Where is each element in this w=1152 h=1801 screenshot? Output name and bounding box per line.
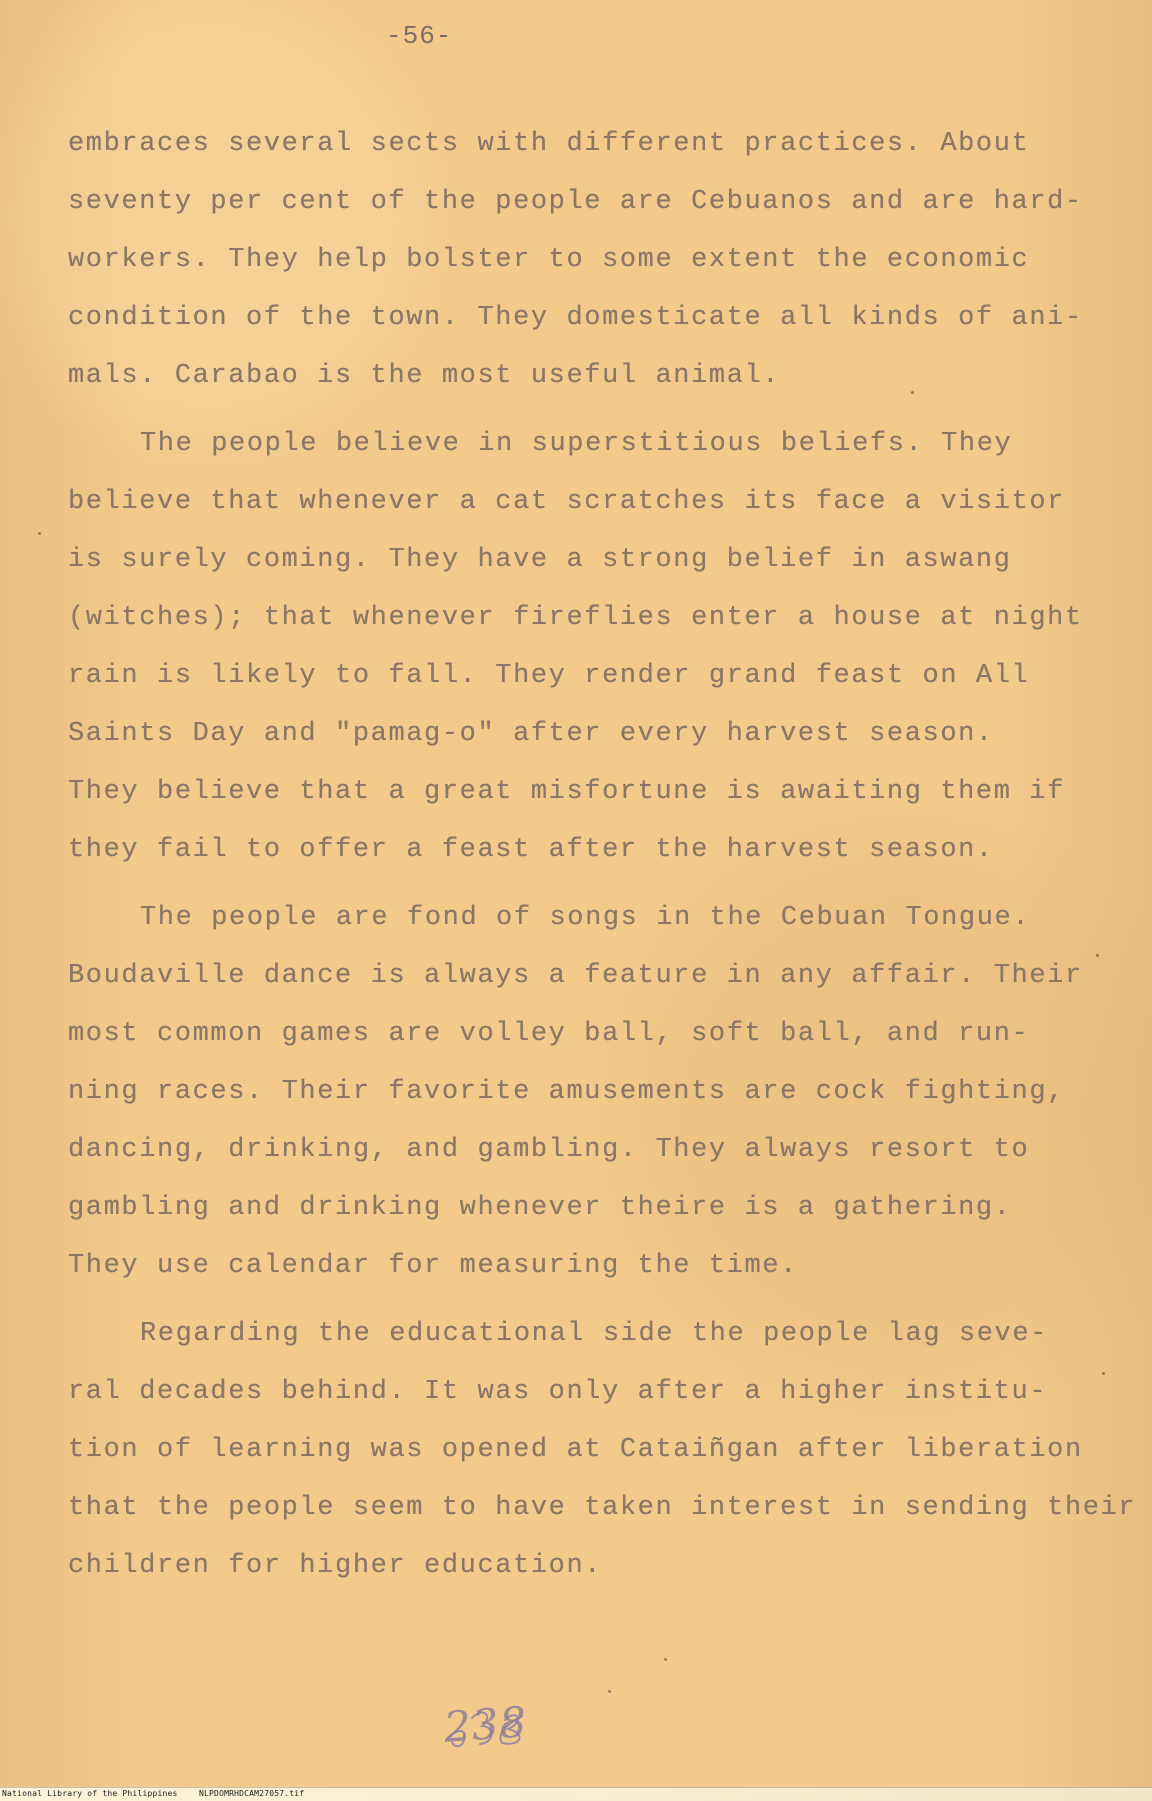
body-line-8: is surely coming. They have a strong belief in aswang [68, 545, 1012, 575]
paper-speck [608, 1690, 611, 1693]
typed-document-body [68, 126, 1137, 1596]
body-line-6: The people believe in superstitious beliefs. They [140, 429, 1013, 459]
body-line-12: They believe that a great misfortune is awaiting them if [68, 777, 1065, 807]
body-line-15: Boudaville dance is always a feature in any affair. Their [68, 961, 1083, 991]
body-line-1: embraces several sects with different practices. About [68, 129, 1030, 159]
body-line-18: dancing, drinking, and gambling. They always resort to [68, 1135, 1030, 1165]
page-number: -56- [386, 21, 453, 51]
paper-speck [664, 1658, 667, 1661]
body-line-4: condition of the town. They domesticate all kinds of ani- [68, 303, 1083, 333]
footer-library-label: National Library of the Philippines [2, 1789, 178, 1798]
handwritten-page-number: 238 [442, 1697, 529, 1752]
body-line-7: believe that whenever a cat scratches its face a visitor [68, 487, 1065, 517]
body-line-20: They use calendar for measuring the time. [68, 1251, 798, 1281]
body-line-19: gambling and drinking whenever theire is a gathering. [68, 1193, 1012, 1223]
body-line-14: The people are fond of songs in the Cebuan Tongue. [140, 903, 1031, 933]
body-line-2: seventy per cent of the people are Cebuanos and are hard- [68, 187, 1083, 217]
body-line-9: (witches); that whenever fireflies enter a house at night [68, 603, 1083, 633]
body-line-24: that the people seem to have taken interest in sending their [68, 1493, 1137, 1523]
body-line-17: ning races. Their favorite amusements are cock fighting, [68, 1077, 1065, 1107]
body-line-23: tion of learning was opened at Cataiñgan after liberation [68, 1435, 1083, 1465]
body-line-5: mals. Carabao is the most useful animal. [68, 361, 781, 391]
body-line-3: workers. They help bolster to some extent the economic [68, 245, 1030, 275]
body-line-16: most common games are volley ball, soft ball, and run- [68, 1019, 1030, 1049]
body-line-10: rain is likely to fall. They render grand feast on All [68, 661, 1030, 691]
paper-speck [911, 391, 914, 394]
paper-speck [1096, 954, 1099, 957]
paper-speck [38, 532, 41, 535]
body-line-22: ral decades behind. It was only after a higher institu- [68, 1377, 1048, 1407]
body-line-13: they fail to offer a feast after the harvest season. [68, 835, 994, 865]
footer-file-label: NLPDOMRHDCAM27057.tif [199, 1789, 305, 1798]
body-line-21: Regarding the educational side the people lag seve- [140, 1319, 1048, 1349]
paper-speck [1102, 1372, 1105, 1375]
body-line-11: Saints Day and "pamag-o" after every harvest season. [68, 719, 994, 749]
body-line-25: children for higher education. [68, 1551, 603, 1581]
